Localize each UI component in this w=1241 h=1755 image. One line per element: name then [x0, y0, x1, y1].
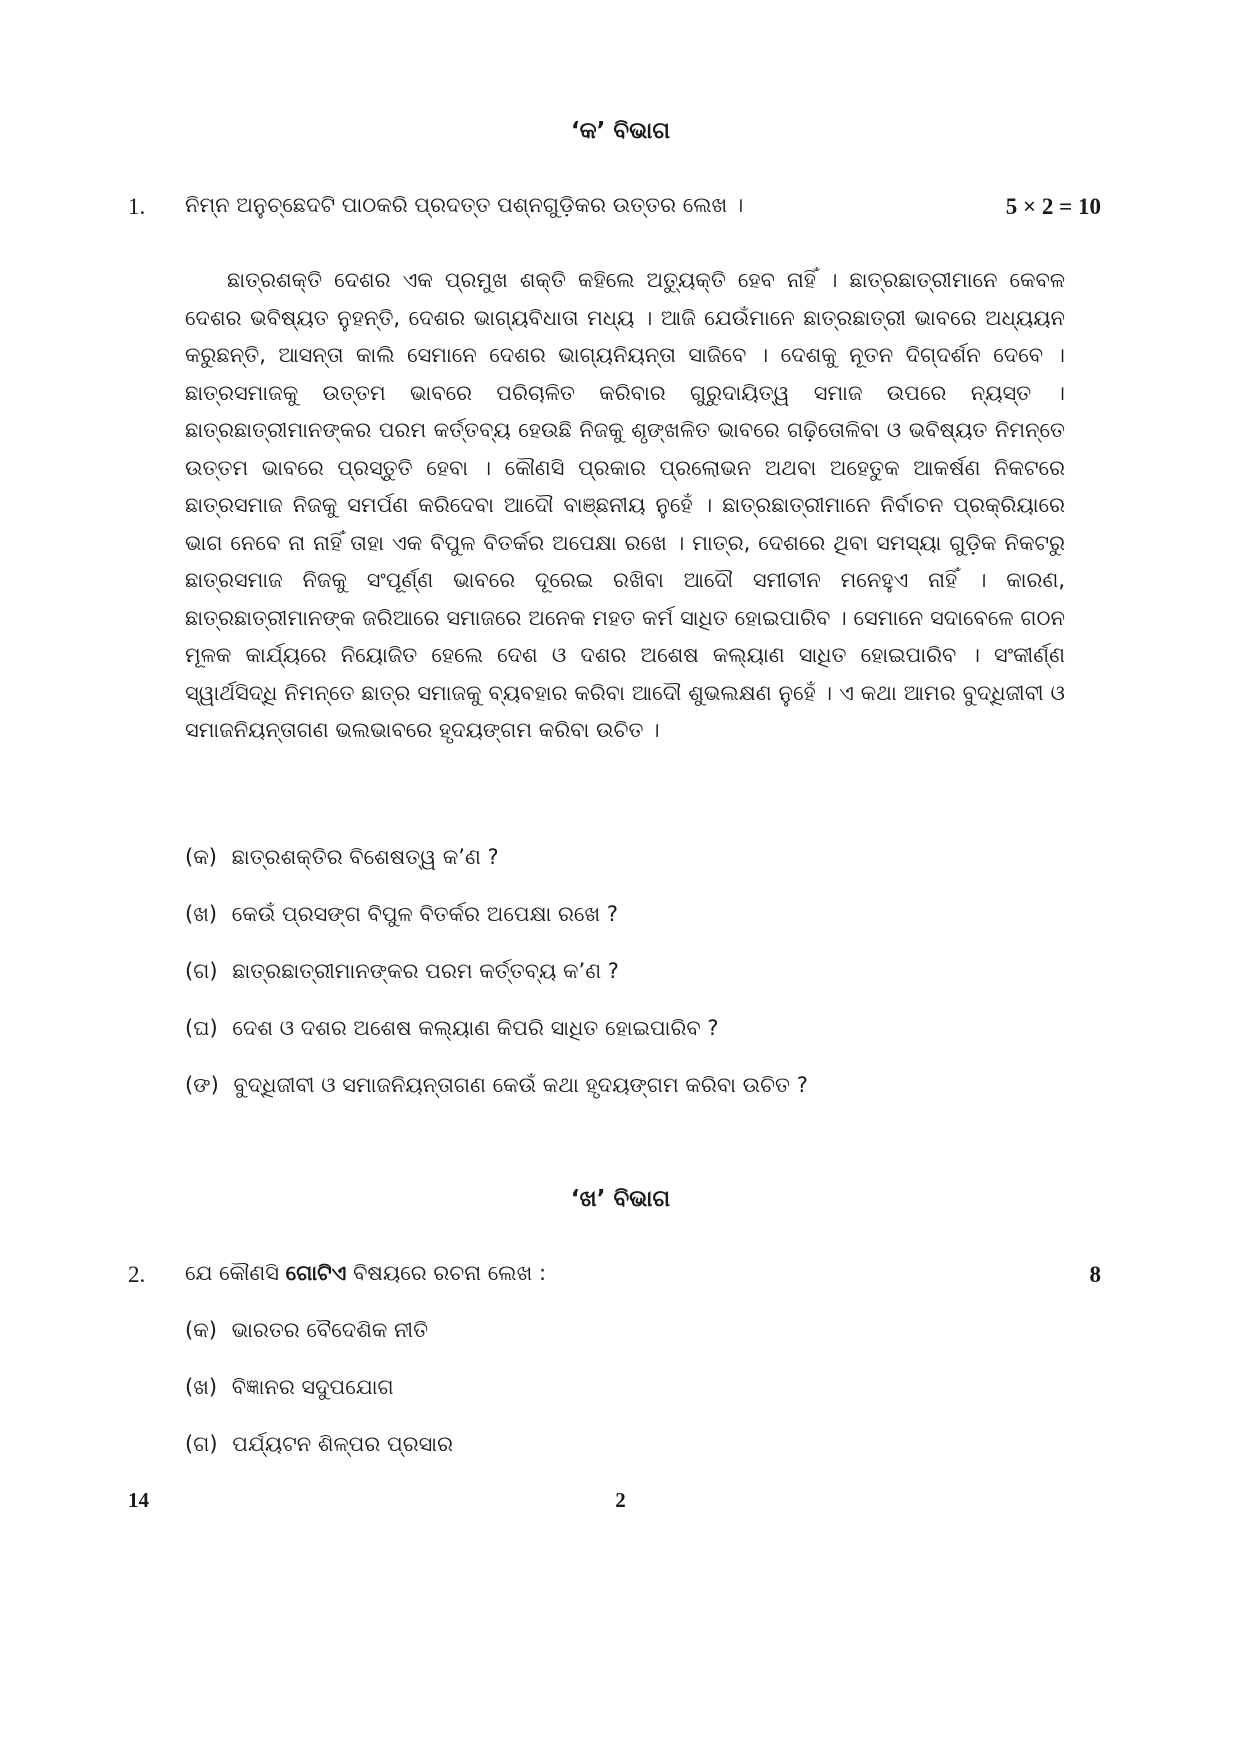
list-item	[185, 1432, 453, 1457]
list-item	[185, 1016, 719, 1041]
option-label: (ଖ)	[185, 1375, 218, 1399]
list-item	[185, 845, 499, 870]
subquestion-label: (କ)	[185, 845, 217, 869]
question-1-text: ନିମ୍ନ ଅନୁଚ୍ଛେଦଟି ପାଠକରି ପ୍ରଦତ୍ତ ପଶ୍ନଗୁଡ଼ିକର ଉତ୍ତର ଲେଖ ।	[185, 193, 744, 217]
subquestion-label: (ଙ)	[185, 1073, 219, 1097]
list-item	[185, 959, 619, 984]
question-2-text-after: ବିଷୟରେ ରଚନା ଲେଖ :	[346, 1261, 547, 1285]
page-number: 2	[615, 1488, 626, 1512]
option-label: (ଗ)	[185, 1432, 218, 1456]
question-1-marks: 5 × 2 = 10	[1005, 194, 1101, 219]
list-item	[185, 1318, 428, 1343]
question-2-number: 2.	[128, 1262, 146, 1287]
list-item	[185, 1375, 394, 1400]
option-text: ପର୍ଯ୍ୟଟନ ଶିଳ୍ପର ପ୍ରସାର	[232, 1432, 454, 1456]
question-1-number: 1.	[128, 194, 146, 219]
option-label: (କ)	[185, 1318, 217, 1342]
section-b-heading: ‘ଖ’ ବିଭାଗ	[570, 1186, 671, 1212]
passage: ଛାତ୍ରଶକ୍ତି ଦେଶର ଏକ ପ୍ରମୁଖ ଶକ୍ତି କହିଲେ ଅତ୍ୟୁକ୍ତି ହେବ ନାହିଁ । ଛାତ୍ରଛାତ୍ରୀମାନେ କେବଳ ଦେଶର ଭବିଷ୍ୟତ ନୁହନ୍ତି, ଦେଶର ଭାଗ୍ୟବିଧାତା ମଧ୍ୟ । ଆଜି ଯେଉଁମାନେ ଛାତ୍ରଛାତ୍ରୀ ଭାବରେ ଅଧ୍ୟୟନ କରୁଛନ୍ତି, ଆସନ୍ତା କାଲି ସେମାନେ ଦେଶର ଭାଗ୍ୟନିୟନ୍ତା ସାଜିବେ । ଦେଶକୁ ନୂତନ ଦିଗ୍‌ଦର୍ଶନ ଦେବେ । ଛାତ୍ରସମାଜକୁ ଉତ୍ତମ ଭାବରେ ପରିଚାଳିତ କରିବାର ଗୁରୁଦାୟିତ୍ୱ ସମାଜ ଉପରେ ନ୍ୟସ୍ତ । ଛାତ୍ରଛାତ୍ରୀମାନଙ୍କର ପରମ କର୍ତ୍ତବ୍ୟ ହେଉଛି ନିଜକୁ ଶୃଙ୍ଖଳିତ ଭାବରେ ଗଢ଼ିତୋଳିବା ଓ ଭବିଷ୍ୟତ ନିମନ୍ତେ ଉତ୍ତମ ଭାବରେ ପ୍ରସ୍ତୁତି ହେବା । କୌଣସି ପ୍ରକାର ପ୍ରଲୋଭନ ଅଥବା ଅହେତୁକ ଆକର୍ଷଣ ନିକଟରେ ଛାତ୍ରସମାଜ ନିଜକୁ ସମର୍ପଣ କରିଦେବା ଆଦୌ ବାଞ୍ଛନୀୟ ନୁହେଁ । ଛାତ୍ରଛାତ୍ରୀମାନେ ନିର୍ବାଚନ ପ୍ରକ୍ରିୟାରେ ଭାଗ ନେବେ ନା ନାହିଁ ତାହା ଏକ ବିପୁଳ ବିତର୍କର ଅପେକ୍ଷା ରଖେ । ମାତ୍ର, ଦେଶରେ ଥିବା ସମସ୍ୟା ଗୁଡ଼ିକ ନିକଟରୁ ଛାତ୍ରସମାଜ ନିଜକୁ ସଂପୂର୍ଣ୍ଣ ଭାବରେ ଦୂରେଇ ରଖିବା ଆଦୌ ସମୀଚୀନ ମନେହୁଏ ନାହିଁ । କାରଣ, ଛାତ୍ରଛାତ୍ରୀମାନଙ୍କ ଜରିଆରେ ସମାଜରେ ଅନେକ ମହତ କର୍ମ ସାଧିତ ହୋଇପାରିବ । ସେମାନେ ସଦାବେଳେ ଗଠନ ମୂଳକ କାର୍ଯ୍ୟରେ ନିୟୋଜିତ ହେଲେ ଦେଶ ଓ ଦଶର ଅଶେଷ କଲ୍ୟାଣ ସାଧିତ ହୋଇପାରିବ । ସଂକୀର୍ଣ୍ଣ ସ୍ୱାର୍ଥସିଦ୍ଧି ନିମନ୍ତେ ଛାତ୍ର ସମାଜକୁ ବ୍ୟବହାର କରିବା ଆଦୌ ଶୁଭଲକ୍ଷଣ ନୁହେଁ । ଏ କଥା ଆମର ବୁଦ୍ଧିଜୀବୀ ଓ ସମାଜନିୟନ୍ତାଗଣ ଭଲଭାବରେ ହୃଦୟଙ୍ଗମ କରିବା ଉଚିତ ।	[185, 268, 1065, 742]
subquestion-text: ବୁଦ୍ଧିଜୀବୀ ଓ ସମାଜନିୟନ୍ତାଗଣ କେଉଁ କଥା ହୃଦୟଙ୍ଗମ କରିବା ଉଚିତ ?	[233, 1073, 808, 1097]
subquestion-label: (ଗ)	[185, 959, 218, 983]
option-text: ବିଜ୍ଞାନର ସଦୁପଯୋଗ	[231, 1375, 394, 1399]
list-item	[185, 1073, 808, 1098]
question-2-marks: 8	[1089, 1262, 1101, 1287]
list-item	[185, 902, 618, 927]
subquestion-label: (ଘ)	[185, 1016, 218, 1040]
section-a-heading: ‘କ’ ବିଭାଗ	[570, 118, 671, 144]
paper-code: 14	[128, 1488, 149, 1512]
subquestion-text: ଦେଶ ଓ ଦଶର ଅଶେଷ କଲ୍ୟାଣ କିପରି ସାଧିତ ହୋଇପାରିବ ?	[232, 1016, 719, 1040]
subquestion-text: ଛାତ୍ରଶକ୍ତିର ବିଶେଷତ୍ୱ କ’ଣ ?	[231, 845, 499, 869]
option-text: ଭାରତର ବୈଦେଶିକ ନୀତି	[231, 1318, 429, 1342]
subquestion-text: କେଉଁ ପ୍ରସଙ୍ଗ ବିପୁଳ ବିତର୍କର ଅପେକ୍ଷା ରଖେ ?	[231, 902, 618, 926]
subquestion-text: ଛାତ୍ରଛାତ୍ରୀମାନଙ୍କର ପରମ କର୍ତ୍ତବ୍ୟ କ’ଣ ?	[232, 959, 619, 983]
question-2-text-before: ଯେ କୌଣସି	[185, 1261, 286, 1285]
question-2-text	[185, 1261, 546, 1286]
question-2-text-bold: ଗୋଟିଏ	[285, 1261, 347, 1285]
subquestion-label: (ଖ)	[185, 902, 218, 926]
